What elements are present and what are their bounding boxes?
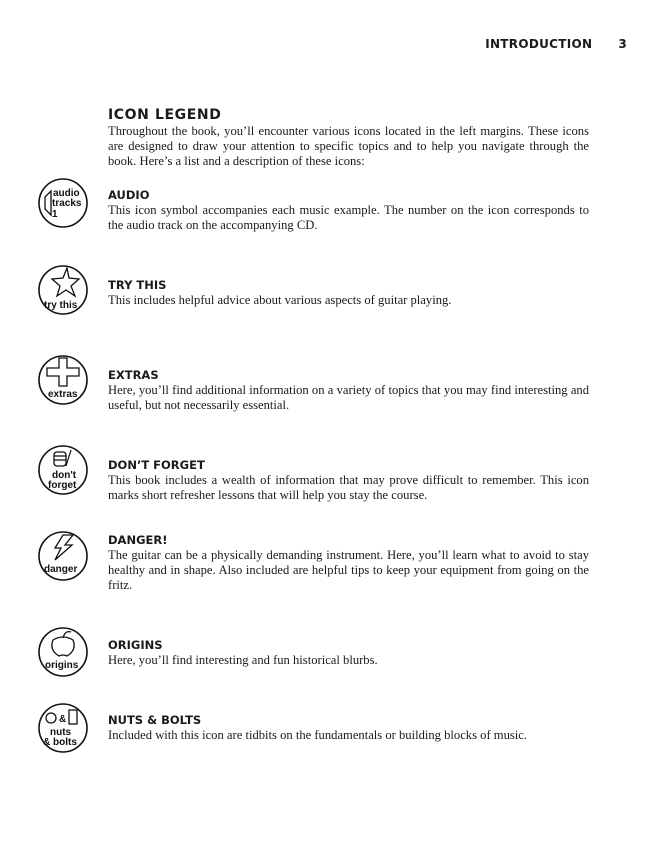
nut-bolt-icon [37,702,89,754]
legend-entry-extras [108,368,589,413]
svg-text:try this: try this [44,300,78,311]
legend-entry-audio [108,188,589,233]
apple-icon [37,626,89,678]
svg-text:1: 1 [52,209,58,220]
entry-text: Here, you’ll find interesting and fun historical blurbs. [108,653,378,667]
legend-entry-danger [108,533,589,593]
page-number: 3 [618,37,627,51]
svg-text:forget: forget [48,480,77,491]
entry-text: Included with this icon are tidbits on the fundamentals or building blocks of music. [108,728,528,742]
entry-heading: ORIGINS [108,638,163,652]
legend-entry-dont-forget [108,458,589,503]
entry-heading: DON’T FORGET [108,458,205,472]
page-title: ICON LEGEND [108,107,222,123]
entry-text: Here, you’ll find additional information on a variety of topics that you may find interesting and useful, but not necessarily essential. [108,383,589,412]
entry-text: The guitar can be a physically demanding instrument. Here, you’ll learn what to avoid to stay healthy and in shape. Also included are helpful tips to keep your equipment from going on the fritz. [108,548,589,592]
legend-entry-nuts-bolts [108,713,589,743]
entry-text: This icon symbol accompanies each music example. The number on the icon corresponds to the audio track on the accompanying CD. [108,203,589,232]
svg-text:origins: origins [45,660,79,671]
lightning-icon [37,530,89,582]
svg-text:danger: danger [44,564,78,575]
entry-heading: EXTRAS [108,368,159,382]
intro-paragraph: Throughout the book, you’ll encounter various icons located in the left margins. These icons are designed to draw your attention to specific topics and to help you navigate through the book. Here’s a list and a description of these icons: [108,124,589,168]
plus-icon [37,354,89,406]
star-icon [37,264,89,316]
legend-entry-try-this [108,278,589,308]
audio-icon [37,177,89,229]
svg-text:nuts: nuts [50,727,72,738]
entry-text: This book includes a wealth of information that may prove difficult to remember. This icon marks short refresher lessons that will help you stay the course. [108,473,589,502]
svg-text:don't: don't [52,470,77,481]
svg-text:tracks: tracks [52,198,82,209]
finger-string-icon [37,444,89,496]
svg-text:& bolts: & bolts [43,737,77,748]
svg-text:&: & [59,714,67,725]
entry-heading: TRY THIS [108,278,167,292]
entry-heading: DANGER! [108,533,168,547]
svg-text:extras: extras [48,389,78,400]
section-title: INTRODUCTION [485,37,593,51]
entry-heading: AUDIO [108,188,150,202]
entry-heading: NUTS & BOLTS [108,713,202,727]
svg-text:audio: audio [53,188,80,199]
running-header [485,37,627,51]
entry-text: This includes helpful advice about various aspects of guitar playing. [108,293,452,307]
legend-entry-origins [108,638,589,668]
